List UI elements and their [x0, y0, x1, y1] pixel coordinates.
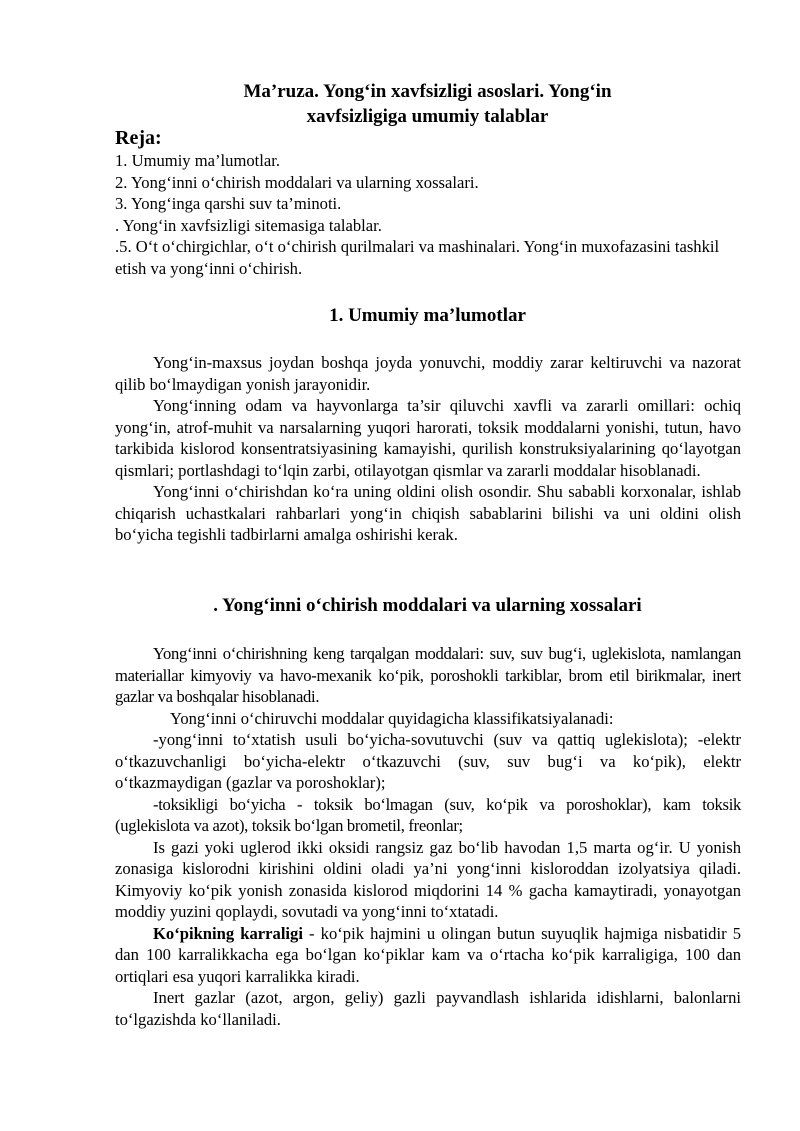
paragraph-classification-method: -yong‘inni to‘xtatish usuli bo‘yicha-sovutuvchi (suv va qattiq uglekislota); -elektr o‘tkazuvchanligi bo‘yicha-elektr o‘tkazuvchi (suv, suv bug‘i va ko‘pik), elektr o‘tkazmaydigan (gazlar va poroshoklar);	[115, 730, 741, 792]
plan-item-5: .5. O‘t o‘chirgichlar, o‘t o‘chirish qurilmalari va mashinalari. Yong‘in muxofazasini tashkil etish va yong‘inni o‘chirish.	[115, 237, 720, 278]
paragraph-fire-hazards: Yong‘inning odam va hayvonlarga ta’sir qiluvchi xavfli va zararli omillari: ochiq yong‘in, atrof-muhit va narsalarning yuqori harorati, toksik moddalarni yonishi, tutun, havo tarkibida kislorod konsentratsiyasining kamayishi, qurilish konstruksiyalarining qo‘layotgan qismlari; portlashdagi to‘lqin zarbi, otilayotgan qismlar va zararli moddalar hisoblanadi.	[115, 396, 741, 480]
section-body-extinguishing-agents	[115, 643, 741, 1030]
section-heading-general-info: 1. Umumiy ma’lumotlar	[329, 305, 526, 326]
plan-item-1: 1. Umumiy ma’lumotlar.	[115, 151, 280, 170]
paragraph-carbon-dioxide: Is gazi yoki uglerod ikki oksidi rangsiz gaz bo‘lib havodan 1,5 marta og‘ir. U yonish zonasiga kislorodni kirishini oldini oladi ya’ni yong‘inni kisloroddan izolyatsiya qiladi. Kimyoviy ko‘pik yonish zonasida kislorod miqdorini 14 % gacha kamaytiradi, yonayotgan moddiy yuzini qoplaydi, sovutadi va yong‘inni to‘xtatadi.	[115, 837, 741, 921]
plan-item-2: 2. Yong‘inni o‘chirish moddalari va ularning xossalari.	[115, 172, 479, 192]
paragraph-foam-expansion	[115, 923, 741, 988]
page-title-line-2: xavfsizligiga umumiy talablar	[306, 106, 549, 127]
foam-expansion-text: - ko‘pik hajmini u olingan butun suyuqlik hajmiga nisbatidir 5 dan 100 karralikkacha ega bo‘lgan ko‘piklar kam va o‘rtacha ko‘pik karraligiga, 100 dan ortiqlari esa yuqori karralikka kiradi.	[115, 923, 741, 986]
page-title	[115, 79, 740, 129]
section-body-general-info	[115, 352, 741, 546]
paragraph-fire-definition: Yong‘in-maxsus joydan boshqa joyda yonuvchi, moddiy zarar keltiruvchi va nazorat qilib bo‘lmaydigan yonish jarayonidir.	[115, 353, 741, 394]
paragraph-fire-prevention: Yong‘inni o‘chirishdan ko‘ra uning oldini olish osondir. Shu sababli korxonalar, ishlab chiqarish uchastkalari rahbarlari yong‘in chiqish sabablarini bilishi va uni oldini olish bo‘yicha tegishli tadbirlarni amalga oshirishi kerak.	[115, 482, 741, 544]
paragraph-classification-intro: Yong‘inni o‘chiruvchi moddalar quyidagicha klassifikatsiyalanadi:	[170, 708, 614, 728]
page-title-line-1: Ma’ruza. Yong‘in xavfsizligi asoslari. Yong‘in	[243, 81, 612, 102]
paragraph-inert-gases: Inert gazlar (azot, argon, geliy) gazli payvandlash ishlarida idishlarni, balonlarni to‘lgazishda ko‘llaniladi.	[115, 988, 741, 1029]
plan-item-4: . Yong‘in xavfsizligi sitemasiga talablar.	[115, 215, 382, 235]
paragraph-common-agents: Yong‘inni o‘chirishning keng tarqalgan moddalari: suv, suv bug‘i, uglekislota, namlangan materiallar kimyoviy va havo-mexanik ko‘pik, poroshokli tarkiblar, brom etil birikmalar, inert gazlar va boshqalar hisoblanadi.	[115, 644, 741, 706]
plan-list	[115, 126, 745, 279]
paragraph-classification-toxicity: -toksikligi bo‘yicha - toksik bo‘lmagan (suv, ko‘pik va poroshoklar), kam toksik (uglekislota va azot), toksik bo‘lgan brometil, freonlar;	[115, 794, 741, 835]
foam-expansion-term: Ko‘pikning karraligi	[153, 923, 303, 943]
plan-heading: Reja:	[115, 127, 162, 149]
section-heading-extinguishing-agents: . Yong‘inni o‘chirish moddalari va ularning xossalari	[213, 595, 642, 616]
plan-item-3: 3. Yong‘inga qarshi suv ta’minoti.	[115, 194, 342, 213]
